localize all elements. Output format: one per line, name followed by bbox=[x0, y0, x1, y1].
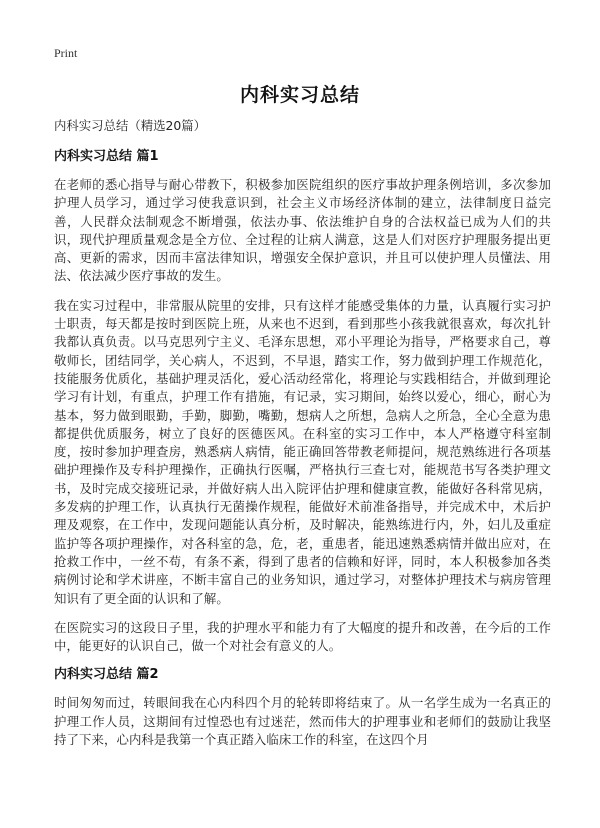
paragraph: 在医院实习的这段日子里，我的护理水平和能力有了大幅度的提升和改善，在今后的工作中，能更好的认识自己，做一个对社会有意义的人。 bbox=[54, 619, 551, 654]
document-subtitle: 内科实习总结（精选20篇） bbox=[54, 118, 207, 133]
section-heading-1: 内科实习总结 篇1 bbox=[54, 149, 159, 164]
section-heading-2: 内科实习总结 篇2 bbox=[54, 667, 159, 683]
paragraph: 在老师的悉心指导与耐心带教下，积极参加医院组织的医疗事故护理条例培训，多次参加护理人员学习，通过学习使我意识到，社会主义市场经济体制的建立，法律制度日益完善，人民群众法制观念不断增强，依法办事、依法维护自身的合法权益已成为人们的共识，现代护理质量观念是全方位、全过程的让病人满意，这是人们对医疗护理服务提出更高、更新的需求，因而丰富法律知识，增强安全保护意识，并且可以使护理人员懂法、用法、依法减少医疗事故的发生。 bbox=[54, 177, 551, 284]
paragraph: 我在实习过程中，非常服从院里的安排，只有这样才能感受集体的力量，认真履行实习护士职责，每天都是按时到医院上班，从来也不迟到，看到那些小孩我就很喜欢，每次扎针我都认真负责。以马克思列宁主义、毛泽东思想，邓小平理论为指导，严格要求自己，尊敬师长，团结同学，关心病人，不迟到，不早退，踏实工作，努力做到护理工作规范化，技能服务优质化，基础护理灵活化，爱心活动经常化，将理论与实践相结合，并做到理论学习有计划，有重点，护理工作有措施，有记录，实习期间，始终以爱心，细心，耐心为基本，努力做到眼勤，手勤，脚勤，嘴勤，想病人之所想，急病人之所急，全心全意为患都提供优质服务，树立了良好的医德医风。在科室的实习工作中，本人严格遵守科室制度，按时参加护理查房，熟悉病人病情，能正确回答带教老师提问，规范熟练进行各项基础护理操作及专科护理操作，正确执行医嘱，严格执行三查七对，能规范书写各类护理文书，及时完成交接班记录，并做好病人出入院评估护理和健康宣教，能做好各科常见病，多发病的护理工作，认真执行无菌操作规程，能做好术前准备指导，并完成术中，术后护理及观察，在工作中，发现问题能认真分析，及时解决，能熟练进行内，外，妇儿及重症监护等各项护理操作，对各科室的急，危，老，重患者，能迅速熟悉病情并做出应对，在抢救工作中，一丝不苟，有条不紊，得到了患者的信赖和好评，同时，本人积极参加各类病例讨论和学术讲座，不断丰富自己的业务知识，通过学习，对整体护理技术与病房管理知识有了更全面的认识和了解。 bbox=[54, 297, 551, 606]
document-body bbox=[54, 118, 551, 760]
document-title: 内科实习总结 bbox=[239, 84, 360, 106]
print-link[interactable]: Print bbox=[54, 46, 78, 60]
paragraph: 时间匆匆而过，转眼间我在心内科四个月的轮转即将结束了。从一名学生成为一名真正的护理工作人员，这期间有过惶恐也有过迷茫，然而伟大的护理事业和老师们的鼓励让我坚持了下来，心内科是我第一个真正踏入临床工作的科室，在这四个月 bbox=[54, 695, 551, 748]
